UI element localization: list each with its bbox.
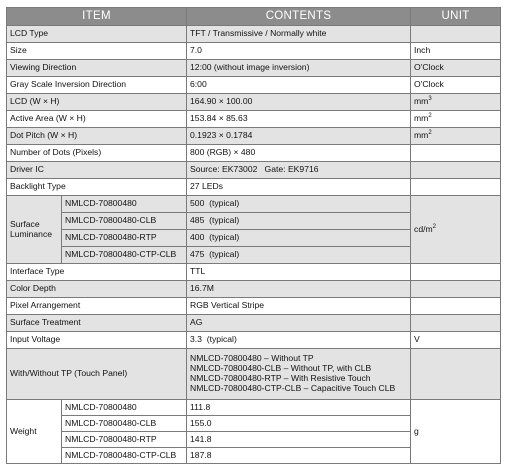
- item-cell: Surface Treatment: [7, 315, 187, 332]
- item-cell: Size: [7, 43, 187, 60]
- row-active-area: [7, 111, 501, 128]
- model-cell: NMLCD-70800480-RTP: [62, 230, 187, 247]
- unit-cell: $cd/m^2$: [411, 196, 501, 264]
- row-number-of-dots: [7, 145, 501, 162]
- model-cell: NMLCD-70800480-CLB: [62, 213, 187, 230]
- item-cell: Viewing Direction: [7, 60, 187, 77]
- item-cell: Input Voltage: [7, 332, 187, 349]
- unit-cell: Inch: [411, 43, 501, 60]
- contents-cell: 475 (typical): [187, 247, 411, 264]
- item-cell: LCD (W × H): [7, 94, 187, 111]
- row-lcd-type: [7, 26, 501, 43]
- contents-cell: 141.8: [187, 432, 411, 448]
- contents-cell: 6:00: [187, 77, 411, 94]
- unit-cell: $mm^3$: [411, 94, 501, 111]
- contents-cell: 153.84 × 85.63: [187, 111, 411, 128]
- unit-cell: V: [411, 332, 501, 349]
- header-row: [7, 8, 501, 26]
- contents-cell: 500 (typical): [187, 196, 411, 213]
- touch-panel-note: NMLCD-70800480-CTP-CLB – Capacitive Touch CLB: [190, 382, 396, 393]
- contents-cell: 12:00 (without image inversion): [187, 60, 411, 77]
- model-cell: NMLCD-70800480: [62, 196, 187, 213]
- unit-cell: [411, 179, 501, 196]
- row-gray-scale: [7, 77, 501, 94]
- row-color-depth: [7, 281, 501, 298]
- unit-cell: [411, 298, 501, 315]
- item-cell: Pixel Arrangement: [7, 298, 187, 315]
- unit-cell: [411, 145, 501, 162]
- contents-cell: 187.8: [187, 448, 411, 464]
- row-weight: [7, 400, 501, 416]
- row-surface-treatment: [7, 315, 501, 332]
- header-item: ITEM: [7, 8, 187, 26]
- contents-cell: RGB Vertical Stripe: [187, 298, 411, 315]
- unit-cell: [411, 281, 501, 298]
- item-cell: Gray Scale Inversion Direction: [7, 77, 187, 94]
- row-pixel-arrangement: [7, 298, 501, 315]
- model-cell: NMLCD-70800480: [62, 400, 187, 416]
- contents-cell: 16.7M: [187, 281, 411, 298]
- contents-cell: 800 (RGB) × 480: [187, 145, 411, 162]
- row-lcd-dimensions: [7, 94, 501, 111]
- row-dot-pitch: [7, 128, 501, 145]
- item-cell: Interface Type: [7, 264, 187, 281]
- row-surface-luminance: [7, 196, 501, 213]
- unit-cell: O'Clock: [411, 60, 501, 77]
- contents-cell: 400 (typical): [187, 230, 411, 247]
- unit-cell: O'Clock: [411, 77, 501, 94]
- item-cell: Driver IC: [7, 162, 187, 179]
- unit-cell: [411, 349, 501, 400]
- row-input-voltage: [7, 332, 501, 349]
- item-cell: Backlight Type: [7, 179, 187, 196]
- unit-cell: [411, 26, 501, 43]
- unit-cell: $mm^2$: [411, 128, 501, 145]
- touch-panel-note: NMLCD-70800480-CLB – Without TP, with CLB: [190, 363, 372, 374]
- contents-cell: 164.90 × 100.00: [187, 94, 411, 111]
- header-contents: CONTENTS: [187, 8, 411, 26]
- unit-cell: $mm^2$: [411, 111, 501, 128]
- row-size: [7, 43, 501, 60]
- model-cell: NMLCD-70800480-CLB: [62, 416, 187, 432]
- unit-cell: [411, 264, 501, 281]
- unit-cell: [411, 162, 501, 179]
- contents-cell: 7.0: [187, 43, 411, 60]
- spec-table: [6, 7, 501, 464]
- contents-cell: 3.3 (typical): [187, 332, 411, 349]
- contents-cell: 27 LEDs: [187, 179, 411, 196]
- contents-cell: 111.8: [187, 400, 411, 416]
- header-unit: UNIT: [411, 8, 501, 26]
- row-backlight-type: [7, 179, 501, 196]
- contents-cell: Source: EK73002 Gate: EK9716: [187, 162, 411, 179]
- row-interface-type: [7, 264, 501, 281]
- item-cell: Color Depth: [7, 281, 187, 298]
- contents-cell: 0.1923 × 0.1784: [187, 128, 411, 145]
- model-cell: NMLCD-70800480-CTP-CLB: [62, 247, 187, 264]
- unit-cell: g: [411, 400, 501, 464]
- contents-cell: AG: [187, 315, 411, 332]
- item-cell: Number of Dots (Pixels): [7, 145, 187, 162]
- row-touch-panel: [7, 349, 501, 400]
- touch-panel-note: NMLCD-70800480 – Without TP: [190, 353, 314, 364]
- contents-cell: TFT / Transmissive / Normally white: [187, 26, 411, 43]
- model-cell: NMLCD-70800480-RTP: [62, 432, 187, 448]
- item-cell: Surface Luminance: [7, 196, 62, 264]
- contents-cell: TTL: [187, 264, 411, 281]
- model-cell: NMLCD-70800480-CTP-CLB: [62, 448, 187, 464]
- unit-cell: [411, 315, 501, 332]
- item-cell: Weight: [7, 400, 62, 464]
- touch-panel-note: NMLCD-70800480-RTP – With Resistive Touch: [190, 373, 371, 383]
- row-driver-ic: [7, 162, 501, 179]
- item-cell: With/Without TP (Touch Panel): [7, 349, 187, 400]
- contents-cell: 485 (typical): [187, 213, 411, 230]
- item-cell: Dot Pitch (W × H): [7, 128, 187, 145]
- contents-cell: [187, 349, 411, 400]
- contents-cell: 155.0: [187, 416, 411, 432]
- item-cell: Active Area (W × H): [7, 111, 187, 128]
- item-cell: LCD Type: [7, 26, 187, 43]
- row-viewing-direction: [7, 60, 501, 77]
